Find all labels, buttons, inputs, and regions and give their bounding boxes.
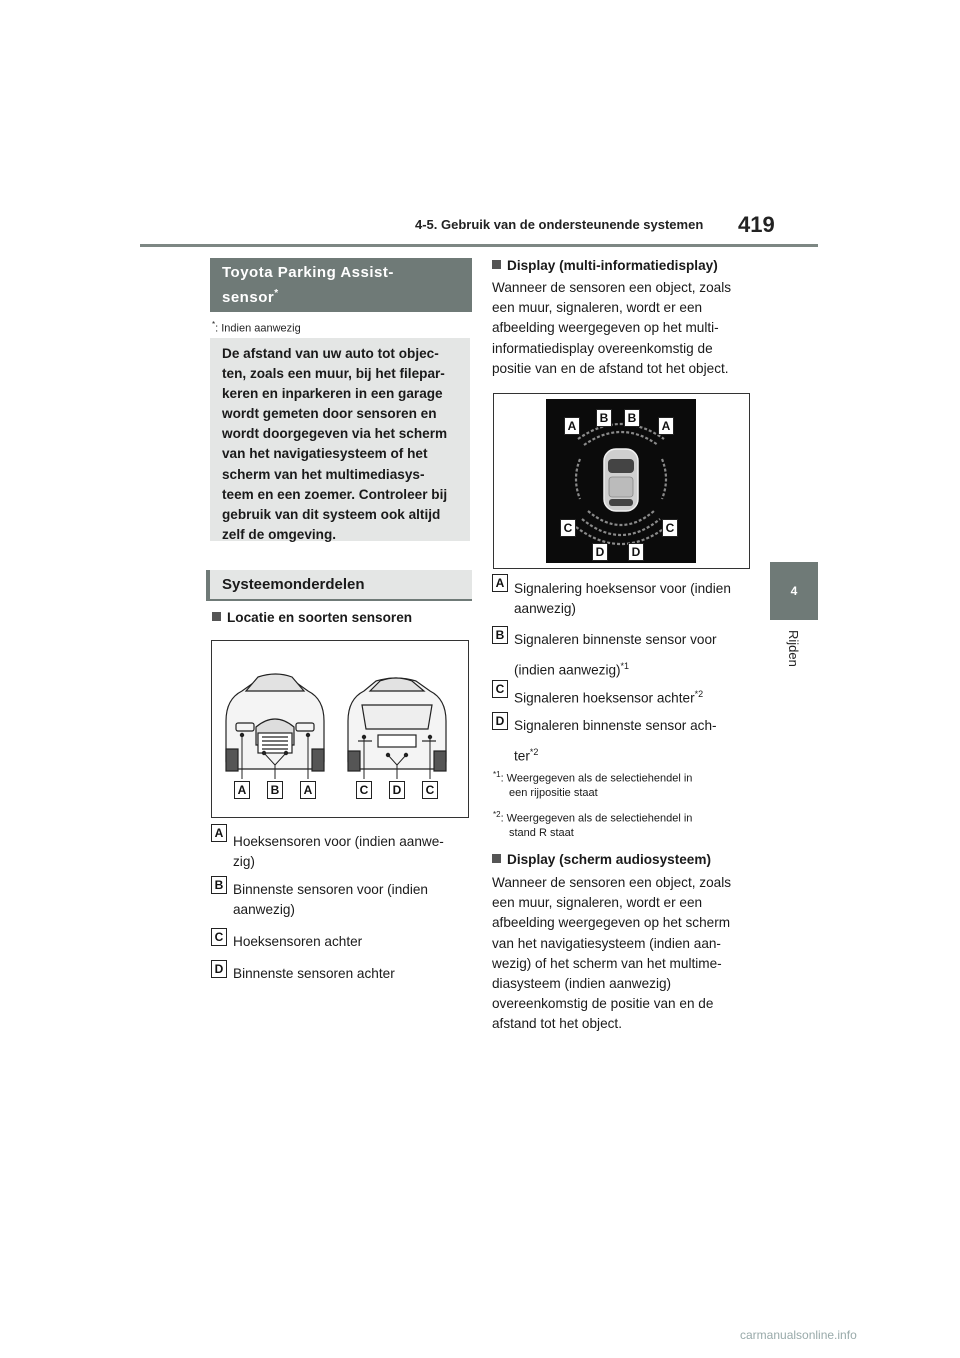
intro-line: gebruik van dit systeem ook altijd bbox=[222, 506, 441, 522]
car-rear-view bbox=[348, 678, 446, 771]
section-title-line2: sensor bbox=[222, 289, 275, 306]
note-line: : Weergegeven als de selectiehendel in bbox=[500, 812, 693, 825]
paragraph-line: positie van en de afstand tot het object. bbox=[492, 360, 729, 376]
left-legend bbox=[211, 824, 471, 994]
multi-display-paragraph bbox=[492, 278, 762, 379]
intro-line: De afstand van uw auto tot objec- bbox=[222, 346, 439, 361]
header-section-title: 4-5. Gebruik van de ondersteunende systemen bbox=[415, 217, 704, 232]
legend-text bbox=[514, 579, 731, 619]
audio-display-paragraph bbox=[492, 873, 762, 1035]
figure-label-rear-corner-right: C bbox=[422, 781, 438, 799]
paragraph-line: afbeelding weergegeven op het multi- bbox=[492, 320, 719, 336]
legend-text bbox=[233, 832, 444, 872]
paragraph-line: Wanneer de sensoren een object, zoals bbox=[492, 280, 732, 295]
car-front-view bbox=[226, 674, 324, 771]
legend-badge: B bbox=[492, 626, 508, 644]
display-screen bbox=[546, 399, 696, 563]
header-divider bbox=[140, 244, 818, 247]
paragraph-line: afstand tot het object. bbox=[492, 1016, 622, 1032]
legend-line: Hoeksensoren voor (indien aanwe- bbox=[233, 834, 444, 849]
right-legend bbox=[492, 574, 762, 774]
intro-line: scherm van het multimediasys- bbox=[222, 466, 425, 482]
legend-line: ter bbox=[514, 748, 530, 764]
section-title-parking-assist bbox=[210, 258, 472, 312]
car-top-view bbox=[604, 449, 638, 511]
note-line: : Weergegeven als de selectiehendel in bbox=[500, 772, 693, 785]
note-2 bbox=[493, 808, 753, 840]
subhead-text: Display (scherm audiosysteem) bbox=[507, 852, 711, 867]
intro-box bbox=[210, 338, 470, 541]
note-mark: *1 bbox=[493, 770, 501, 779]
legend-badge: B bbox=[211, 876, 227, 894]
legend-line: Signaleren hoeksensor achter bbox=[514, 690, 695, 706]
figure-label-front-inner: B bbox=[267, 781, 283, 799]
paragraph-line: informatiedisplay overeenkomstig de bbox=[492, 340, 713, 356]
section-title-mark: * bbox=[274, 288, 279, 299]
display-label-rear-inner-right: D bbox=[628, 543, 644, 561]
availability-footnote bbox=[212, 320, 301, 335]
paragraph-line: afbeelding weergegeven op het scherm bbox=[492, 915, 731, 931]
subhead-audio-display bbox=[492, 852, 711, 867]
display-label-rear-corner-left: C bbox=[560, 519, 576, 537]
display-label-front-inner-left: B bbox=[596, 409, 612, 427]
paragraph-line: Wanneer de sensoren een object, zoals bbox=[492, 875, 732, 890]
footnote-text: : Indien aanwezig bbox=[215, 322, 301, 335]
subhead-text: Locatie en soorten sensoren bbox=[227, 610, 413, 625]
paragraph-line: overeenkomstig de positie van en de bbox=[492, 996, 714, 1012]
chapter-tab[interactable]: 4 bbox=[770, 562, 818, 620]
bullet-square-icon bbox=[492, 260, 501, 269]
legend-sup: *2 bbox=[694, 689, 704, 699]
legend-line: Signaleren binnenste sensor ach- bbox=[514, 718, 717, 733]
legend-line: aanwezig) bbox=[233, 902, 295, 917]
paragraph-line: van het navigatiesysteem (indien aan- bbox=[492, 935, 721, 951]
display-label-rear-inner-left: D bbox=[592, 543, 608, 561]
multi-display-figure bbox=[493, 393, 750, 569]
legend-text bbox=[233, 880, 428, 920]
sensor-location-figure bbox=[211, 640, 469, 818]
legend-line: aanwezig) bbox=[514, 601, 576, 616]
intro-line: keren en inparkeren in een garage bbox=[222, 386, 443, 402]
paragraph-line: wezig) of het scherm van het multime- bbox=[492, 955, 722, 971]
paragraph-line: diasysteem (indien aanwezig) bbox=[492, 976, 672, 992]
legend-badge: A bbox=[211, 824, 227, 842]
display-label-front-corner-left: A bbox=[564, 417, 580, 435]
subhead-multi-info-display bbox=[492, 258, 718, 273]
figure-label-rear-inner: D bbox=[389, 781, 405, 799]
chapter-label: Rijden bbox=[786, 630, 801, 667]
display-label-front-inner-right: B bbox=[624, 409, 640, 427]
intro-line: wordt gemeten door sensoren en bbox=[222, 406, 437, 422]
intro-line: teem en een zoemer. Controleer bij bbox=[222, 486, 448, 502]
figure-label-front-corner-right: A bbox=[300, 781, 316, 799]
legend-badge: A bbox=[492, 574, 508, 592]
legend-text: Hoeksensoren achter bbox=[233, 934, 363, 949]
subhead-sensor-locations bbox=[212, 610, 412, 625]
note-mark: *2 bbox=[493, 810, 501, 819]
bullet-square-icon bbox=[212, 612, 221, 621]
display-label-front-corner-right: A bbox=[658, 417, 674, 435]
legend-line: Binnenste sensoren voor (indien bbox=[233, 882, 428, 897]
bullet-square-icon bbox=[492, 854, 501, 863]
legend-sup: *2 bbox=[529, 747, 539, 757]
display-label-rear-corner-right: C bbox=[662, 519, 678, 537]
legend-text bbox=[514, 630, 717, 681]
legend-badge: C bbox=[492, 680, 508, 698]
section-title-line1: Toyota Parking Assist- bbox=[222, 264, 394, 281]
legend-badge: D bbox=[211, 960, 227, 978]
legend-sup: *1 bbox=[620, 661, 630, 671]
legend-line: zig) bbox=[233, 854, 255, 869]
intro-line: wordt doorgegeven via het scherm bbox=[222, 426, 448, 442]
page-number: 419 bbox=[738, 212, 775, 237]
figure-label-rear-corner-left: C bbox=[356, 781, 372, 799]
note-1 bbox=[493, 768, 753, 800]
section-title-components: Systeemonderdelen bbox=[206, 570, 472, 601]
legend-text: Binnenste sensoren achter bbox=[233, 966, 395, 981]
note-line: een rijpositie staat bbox=[509, 786, 598, 799]
legend-text bbox=[514, 684, 703, 709]
paragraph-line: een muur, signaleren, wordt er een bbox=[492, 895, 703, 911]
footnote-mark: * bbox=[212, 320, 216, 329]
intro-line: van het navigatiesysteem of het bbox=[222, 446, 428, 462]
intro-line: ten, zoals een muur, bij het filepar- bbox=[222, 366, 445, 382]
note-line: stand R staat bbox=[509, 826, 574, 839]
legend-badge: D bbox=[492, 712, 508, 730]
paragraph-line: een muur, signaleren, wordt er een bbox=[492, 300, 703, 316]
figure-label-front-corner-left: A bbox=[234, 781, 250, 799]
intro-line: zelf de omgeving. bbox=[222, 526, 337, 542]
subhead-text: Display (multi-informatiedisplay) bbox=[507, 258, 718, 273]
legend-line: Signalering hoeksensor voor (indien bbox=[514, 581, 731, 596]
legend-text bbox=[514, 716, 717, 767]
watermark: carmanualsonline.info bbox=[740, 1328, 857, 1342]
legend-badge: C bbox=[211, 928, 227, 946]
legend-line: (indien aanwezig) bbox=[514, 662, 621, 678]
legend-line: Signaleren binnenste sensor voor bbox=[514, 632, 717, 647]
